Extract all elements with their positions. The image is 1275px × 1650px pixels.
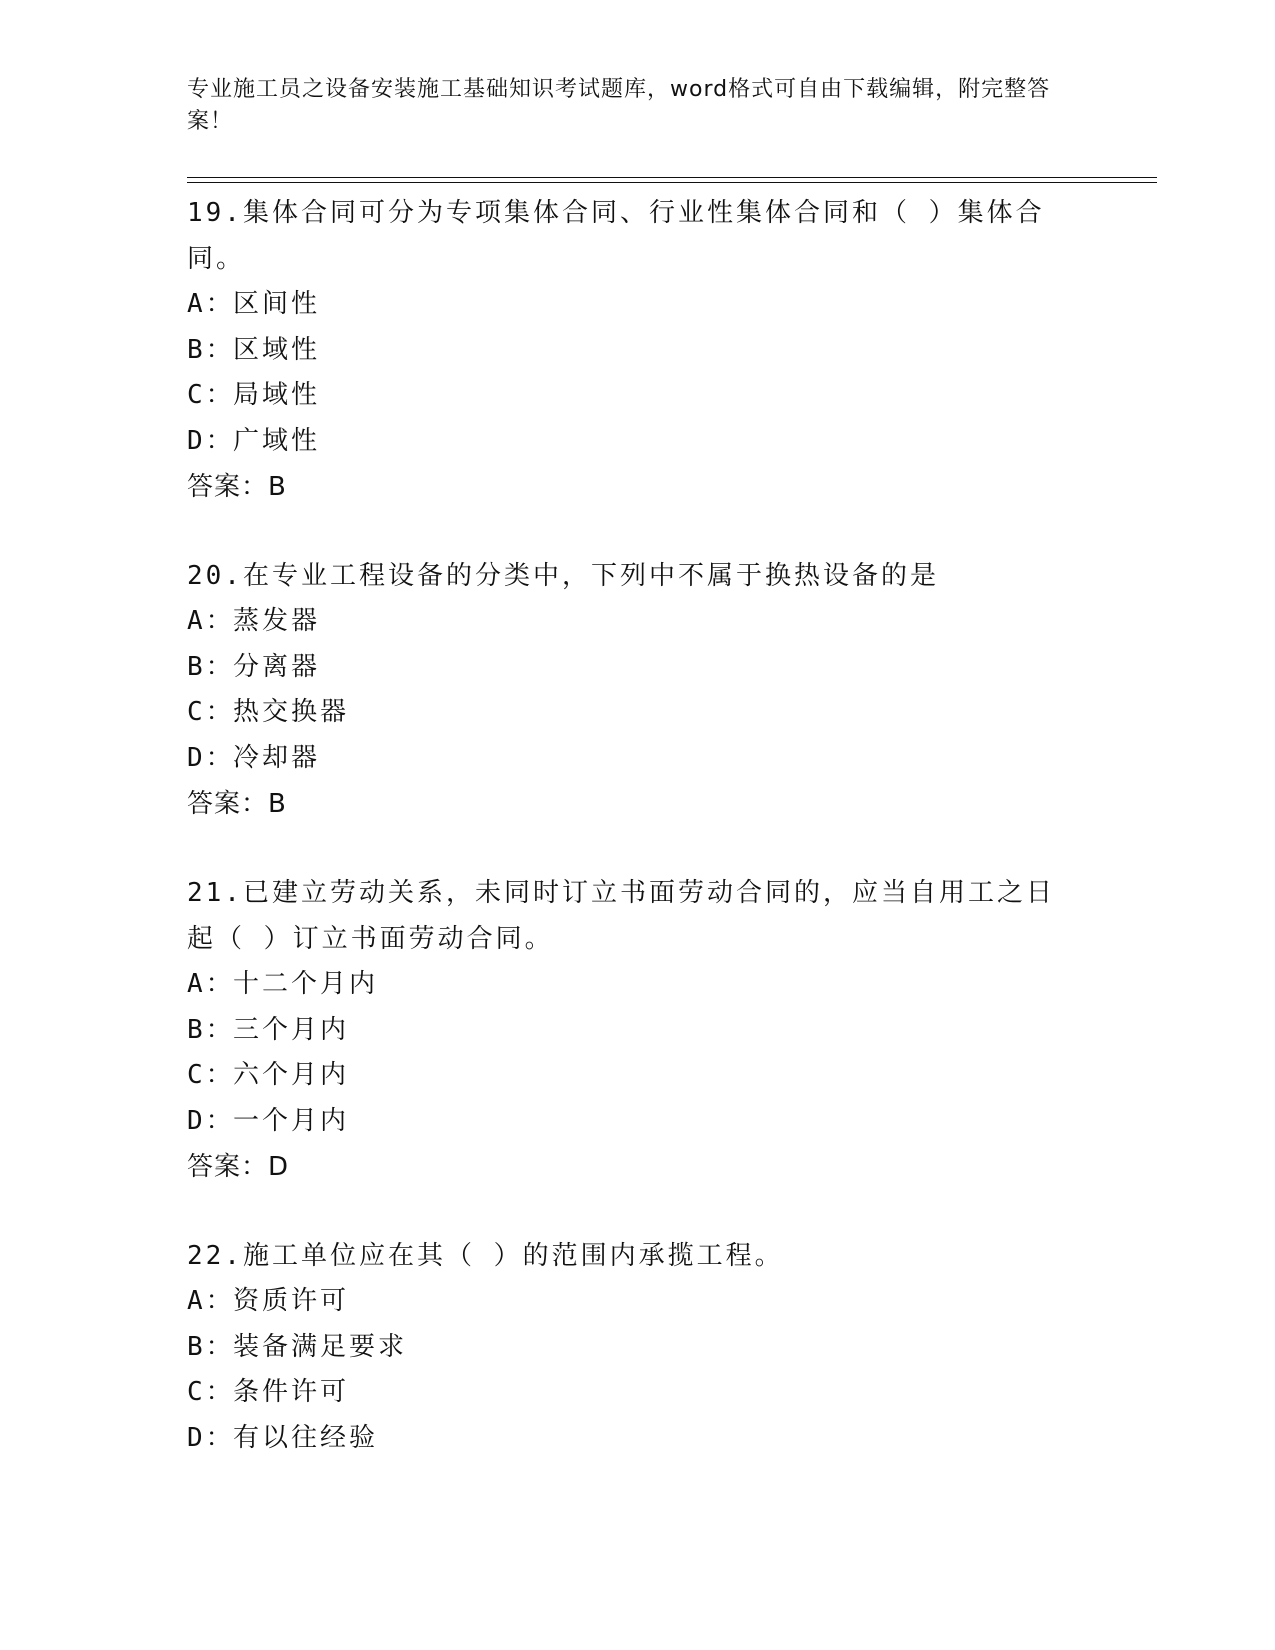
option-key: B： bbox=[187, 334, 235, 365]
option-a bbox=[187, 1279, 1167, 1325]
question-text bbox=[187, 1233, 1077, 1279]
option-text: 资质许可 bbox=[233, 1286, 350, 1316]
option-c bbox=[187, 690, 1167, 736]
option-text: 十二个月内 bbox=[233, 969, 379, 999]
question-text bbox=[187, 553, 1077, 599]
question-stem: 已建立劳动关系，未同时订立书面劳动合同的，应当自用工之日起（ ）订立书面劳动合同。 bbox=[187, 878, 1055, 954]
option-b bbox=[187, 1008, 1167, 1054]
question-list bbox=[187, 190, 1167, 1461]
option-text: 装备满足要求 bbox=[233, 1331, 408, 1362]
document-header: 专业施工员之设备安装施工基础知识考试题库，word格式可自由下载编辑，附完整答案！ bbox=[187, 77, 1051, 134]
option-key: C： bbox=[187, 380, 235, 410]
option-key: A： bbox=[187, 1286, 235, 1316]
option-text: 局域性 bbox=[233, 380, 321, 410]
answer-label: 答案： bbox=[187, 789, 269, 819]
option-text: 区域性 bbox=[233, 334, 321, 365]
question-number: 20. bbox=[187, 561, 243, 591]
question-20 bbox=[187, 553, 1167, 827]
option-key: C： bbox=[187, 697, 235, 727]
option-key: A： bbox=[187, 606, 235, 636]
option-key: A： bbox=[187, 969, 235, 999]
answer-value: B bbox=[268, 472, 287, 502]
option-text: 冷却器 bbox=[233, 742, 321, 773]
option-key: D： bbox=[187, 1422, 235, 1453]
answer-label: 答案： bbox=[187, 472, 269, 502]
question-stem: 集体合同可分为专项集体合同、行业性集体合同和（ ）集体合同。 bbox=[187, 198, 1045, 274]
question-number: 21. bbox=[187, 878, 243, 908]
header-divider-bottom bbox=[187, 182, 1157, 183]
question-21 bbox=[187, 870, 1167, 1190]
option-b bbox=[187, 328, 1167, 374]
option-a bbox=[187, 962, 1167, 1008]
option-c bbox=[187, 373, 1167, 419]
option-key: B： bbox=[187, 1014, 235, 1045]
option-key: C： bbox=[187, 1060, 235, 1090]
option-text: 热交换器 bbox=[233, 697, 350, 727]
option-key: C： bbox=[187, 1377, 235, 1407]
option-c bbox=[187, 1053, 1167, 1099]
option-text: 分离器 bbox=[233, 651, 321, 682]
answer bbox=[187, 781, 1167, 827]
answer bbox=[187, 464, 1167, 510]
option-a bbox=[187, 599, 1167, 645]
option-d bbox=[187, 419, 1167, 465]
answer-label: 答案： bbox=[187, 1152, 269, 1182]
option-b bbox=[187, 1325, 1167, 1371]
option-text: 蒸发器 bbox=[233, 606, 321, 636]
option-b bbox=[187, 645, 1167, 691]
option-c bbox=[187, 1370, 1167, 1416]
question-number: 19. bbox=[187, 198, 243, 228]
option-text: 三个月内 bbox=[233, 1014, 350, 1045]
option-key: A： bbox=[187, 289, 235, 319]
option-d bbox=[187, 1099, 1167, 1145]
option-key: D： bbox=[187, 742, 235, 773]
question-text bbox=[187, 190, 1077, 282]
option-a bbox=[187, 282, 1167, 328]
answer bbox=[187, 1144, 1167, 1190]
option-text: 一个月内 bbox=[233, 1105, 350, 1136]
question-stem: 施工单位应在其（ ）的范围内承揽工程。 bbox=[242, 1241, 784, 1271]
question-number: 22. bbox=[187, 1241, 243, 1271]
answer-value: B bbox=[268, 789, 287, 819]
option-text: 六个月内 bbox=[233, 1060, 350, 1090]
option-text: 条件许可 bbox=[233, 1377, 350, 1407]
option-key: D： bbox=[187, 1105, 235, 1136]
option-text: 有以往经验 bbox=[233, 1422, 379, 1453]
header-divider-top bbox=[187, 177, 1157, 178]
option-text: 广域性 bbox=[233, 425, 321, 456]
option-d bbox=[187, 736, 1167, 782]
question-stem: 在专业工程设备的分类中，下列中不属于换热设备的是 bbox=[242, 561, 939, 591]
option-key: B： bbox=[187, 651, 235, 682]
option-text: 区间性 bbox=[233, 289, 321, 319]
option-key: D： bbox=[187, 425, 235, 456]
answer-value: D bbox=[268, 1152, 290, 1182]
question-22 bbox=[187, 1233, 1167, 1461]
question-19 bbox=[187, 190, 1167, 510]
option-key: B： bbox=[187, 1331, 235, 1362]
question-text bbox=[187, 870, 1077, 962]
option-d bbox=[187, 1416, 1167, 1462]
